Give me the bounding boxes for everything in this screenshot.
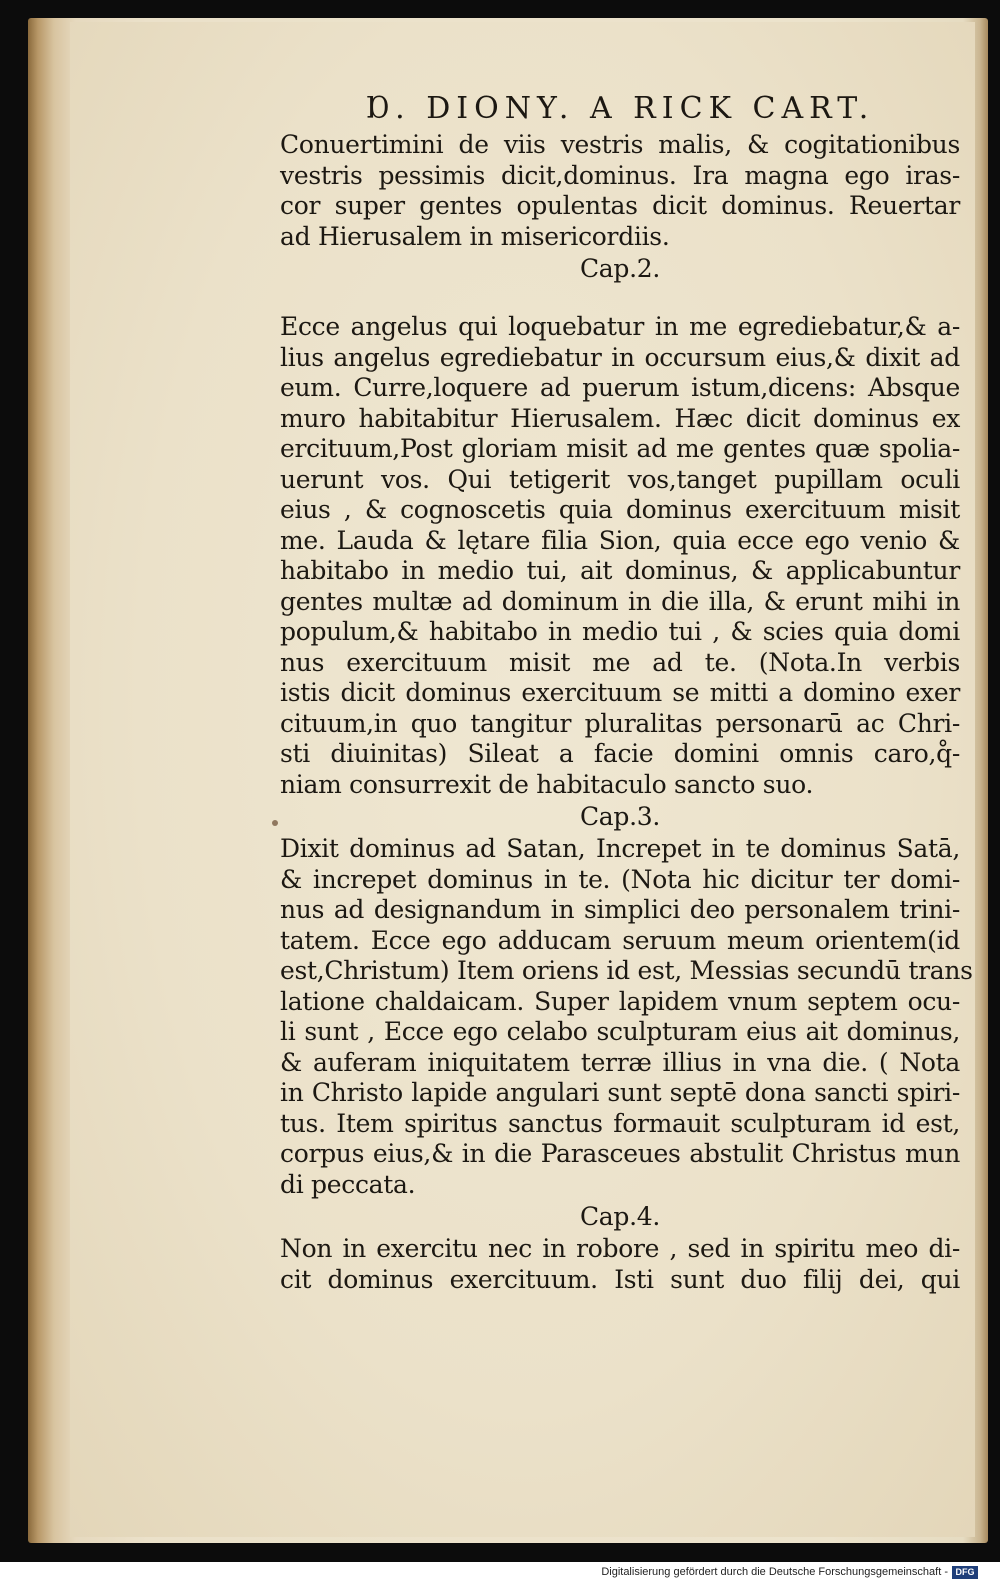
text-line: nus ad designandum in simplici deo personalem trini- [280, 895, 960, 924]
text-line: muro habitabitur Hierusalem. Hæc dicit dominus ex [280, 403, 960, 433]
text-line: est,Christum) Item oriens id est, Messias secundū trans [280, 956, 973, 985]
running-head: Ɒ. DIONY. A RICK CART. [365, 91, 875, 126]
text-line: tatem. Ecce ego adducam seruum meum orientem(id [280, 925, 960, 955]
chapter-heading: Cap.2. [579, 254, 661, 283]
text-line: niam consurrexit de habitaculo sancto suo. [280, 769, 814, 799]
dfg-logo[interactable]: DFG [952, 1566, 978, 1579]
text-line: istis dicit dominus exercituum se mitti a domino exer [280, 678, 960, 707]
spacer [280, 286, 960, 312]
text-line: sti diuinitas) Sileat a facie domini omnis caro,q̊- [280, 739, 960, 768]
text-line: ad Hierusalem in misericordiis. [280, 221, 670, 251]
text-line: populum,& habitabo in medio tui , & scies quia domi [280, 617, 960, 646]
text-line: uerunt vos. Qui tetigerit vos,tanget pupillam oculi [280, 464, 960, 494]
text-line: eius , & cognoscetis quia dominus exercituum misit [280, 495, 960, 524]
page-text [280, 90, 973, 1295]
text-line: Dixit dominus ad Satan, Increpet in te dominus Satā, [280, 834, 960, 863]
text-line: nus exercituum misit me ad te. (Nota.In verbis [280, 647, 960, 677]
text-line: vestris pessimis dicit,dominus. Ira magna ego iras- [280, 160, 960, 190]
text-line: ercituum,Post gloriam misit ad me gentes quæ spolia- [280, 434, 960, 463]
text-line: habitabo in medio tui, ait dominus, & applicabuntur [280, 556, 960, 585]
text-line: latione chaldaicam. Super lapidem vnum septem ocu- [280, 986, 960, 1016]
ink-mark [272, 820, 278, 826]
text-line: di peccata. [280, 1169, 416, 1199]
funding-credit: Digitalisierung gefördert durch die Deutsche Forschungsgemeinschaft - [601, 1566, 948, 1578]
text-line: li sunt , Ecce ego celabo sculpturam eius ait dominus, [280, 1017, 960, 1046]
text-line: lius angelus egrediebatur in occursum eius,& dixit ad [280, 342, 960, 372]
text-line: me. Lauda & lętare filia Sion, quia ecce ego venio & [280, 525, 960, 555]
chapter-heading: Cap.3. [579, 802, 661, 831]
chapter-heading: Cap.4. [579, 1202, 661, 1231]
text-line: in Christo lapide angulari sunt septē dona sancti spiri- [280, 1078, 960, 1107]
text-line: & auferam iniquitatem terræ illius in vna die. ( Nota [280, 1047, 960, 1077]
text-line: Ecce angelus qui loquebatur in me egrediebatur,& a- [280, 312, 960, 341]
text-line: tus. Item spiritus sanctus formauit sculpturam id est, [280, 1108, 960, 1138]
text-line: eum. Curre,loquere ad puerum istum,dicens: Absque [280, 373, 960, 402]
text-line: & increpet dominus in te. (Nota hic dicitur ter domi- [280, 864, 960, 894]
text-line: gentes multæ ad dominum in die illa, & erunt mihi in [280, 586, 960, 616]
text-line: Non in exercitu nec in robore , sed in spiritu meo di- [280, 1234, 960, 1263]
text-line: cituum,in quo tangitur pluralitas personarū ac Chri- [280, 708, 960, 738]
text-line: cit dominus exercituum. Isti sunt duo filij dei, qui [280, 1264, 960, 1294]
text-line: Conuertimini de viis vestris malis, & cogitationibus [280, 130, 960, 159]
text-line: corpus eius,& in die Parasceues abstulit Christus mun [280, 1139, 960, 1168]
text-line: cor super gentes opulentas dicit dominus. Reuertar [280, 191, 960, 220]
